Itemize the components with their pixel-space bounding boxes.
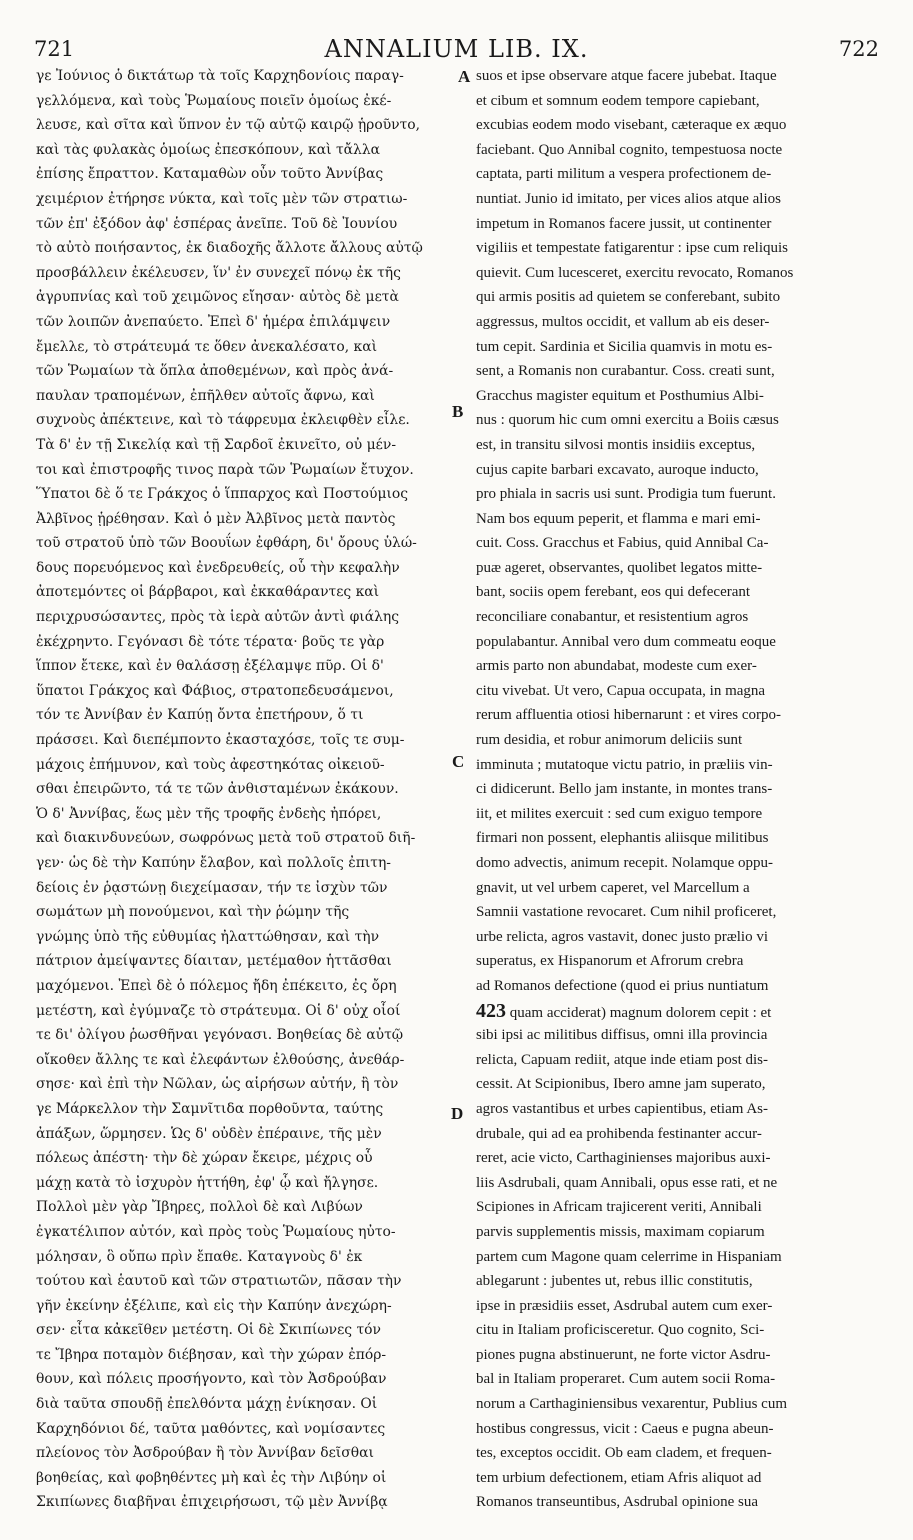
latin-line bbox=[476, 212, 880, 237]
greek-line bbox=[36, 580, 462, 605]
greek-line bbox=[36, 1220, 462, 1245]
latin-line-text: iit, et milites exercuit : sed cum exiguo tempore bbox=[476, 805, 763, 822]
greek-line bbox=[36, 974, 462, 999]
greek-line-text: Πολλοὶ μὲν γὰρ Ἴβηρες, πολλοὶ δὲ καὶ Λιβύων bbox=[36, 1199, 363, 1216]
latin-line-text: imminuta ; mutatoque victu patrio, in præliis vin- bbox=[476, 756, 773, 773]
greek-line bbox=[36, 507, 462, 532]
latin-line bbox=[476, 359, 880, 384]
greek-line-text: πάτριον ἀμείψαντες δίαιταν, μετέμαθον ἡττᾶσθαι bbox=[36, 953, 392, 970]
greek-line-text: συχνοὺς ἀπέκτεινε, καὶ τὸ τάφρευμα ἐκλειφθὲν εἷλε. bbox=[36, 412, 410, 429]
greek-line-text: ἀγρυπνίας καὶ τοῦ χειμῶνος εἴησαν· αὐτὸς δὲ μετὰ bbox=[36, 289, 399, 306]
latin-line-text: reret, acie victo, Carthaginienses majoribus auxi- bbox=[476, 1150, 771, 1167]
greek-line-text: Σκιπίωνες διαβῆναι ἐπιχειρήσωσι, τῷ μὲν Ἀννίβᾳ bbox=[36, 1494, 388, 1511]
latin-line bbox=[476, 703, 880, 728]
greek-line-text: ἵππον ἔτεκε, καὶ ἐν θαλάσσῃ ἐξέλαμψε πῦρ. Οἱ δ' bbox=[36, 658, 384, 675]
greek-line-text: τῶν ἐπ' ἐξόδον ἀφ' ἑσπέρας ἀνεῖπε. Τοῦ δὲ Ἰουνίου bbox=[36, 215, 398, 232]
latin-line-text: agros vastantibus et urbes capientibus, etiam As- bbox=[476, 1100, 769, 1117]
latin-line bbox=[476, 1343, 880, 1368]
latin-line-text: cuit. Coss. Gracchus et Fabius, quid Annibal Ca- bbox=[476, 535, 769, 552]
greek-line bbox=[36, 1023, 462, 1048]
latin-line bbox=[476, 1441, 880, 1466]
greek-line bbox=[36, 1367, 462, 1392]
latin-line bbox=[476, 654, 880, 679]
latin-line-text: norum a Carthaginiensibus vexarentur, Publius cum bbox=[476, 1396, 788, 1413]
latin-line-text: superatus, ex Hispanorum et Afrorum crebra bbox=[476, 953, 744, 970]
latin-line-text: excubias eodem modo visebant, cæteraque ex æquo bbox=[476, 117, 787, 134]
latin-line-text: pro phiala in sacris usi sunt. Prodigia tum fuerunt. bbox=[476, 486, 776, 503]
latin-line bbox=[476, 802, 880, 827]
latin-line-text: bant, sociis opem ferebant, eos qui defecerant bbox=[476, 584, 751, 601]
latin-line bbox=[476, 1490, 880, 1515]
greek-line bbox=[36, 113, 462, 138]
greek-line bbox=[36, 777, 462, 802]
greek-line-text: τε Ἴβηρα ποταμὸν διέβησαν, καὶ τὴν χώραν ἐπόρ- bbox=[36, 1346, 387, 1363]
latin-line-text: firmari non possent, elephantis aliisque militibus bbox=[476, 830, 769, 847]
latin-line-text: faciebant. Quo Annibal cognito, tempestuosa nocte bbox=[476, 141, 783, 158]
latin-line bbox=[476, 384, 880, 409]
greek-line bbox=[36, 654, 462, 679]
latin-line bbox=[476, 605, 880, 630]
latin-line bbox=[476, 310, 880, 335]
latin-line bbox=[476, 236, 880, 261]
latin-line-text: puæ ageret, observantes, quolibet legatos mitte- bbox=[476, 559, 763, 576]
latin-line bbox=[476, 1072, 880, 1097]
greek-line-text: τοῦ στρατοῦ ὑπὸ τῶν Βοουΐων ἐφθάρη, δι' ὄρους ὑλώ- bbox=[36, 535, 417, 552]
greek-line bbox=[36, 187, 462, 212]
latin-line-text: populabantur. Annibal vero dum commeatu eoque bbox=[476, 633, 776, 650]
latin-line-text: sibi ipsi ac militibus diffisus, omni illa provincia bbox=[476, 1027, 768, 1044]
greek-line bbox=[36, 433, 462, 458]
greek-line-text: Ἀλβῖνος ᾑρέθησαν. Καὶ ὁ μὲν Ἀλβῖνος μετὰ παντὸς bbox=[36, 510, 396, 527]
latin-line-text: Gracchus magister equitum et Posthumius Albi- bbox=[476, 387, 764, 404]
latin-line-text: rum desidia, et robur animorum deliciis sunt bbox=[476, 732, 743, 749]
greek-line-text: δους πορευόμενος καὶ ἐνεδρευθείς, οὗ τὴν κεφαλὴν bbox=[36, 559, 400, 576]
greek-line bbox=[36, 531, 462, 556]
greek-line bbox=[36, 900, 462, 925]
greek-line-text: ἐπίσης ἔπραττον. Καταμαθὼν οὖν τοῦτο Ἀννίβας bbox=[36, 166, 384, 183]
latin-line bbox=[476, 187, 880, 212]
latin-line-text: domo advectis, animum recepit. Nolamque oppu- bbox=[476, 855, 774, 871]
latin-line bbox=[476, 679, 880, 704]
latin-line bbox=[476, 1417, 880, 1442]
section-marker-b: B bbox=[452, 402, 464, 421]
greek-line bbox=[36, 1245, 462, 1270]
latin-line-text: bal in Italiam properaret. Cum autem socii Roma- bbox=[476, 1371, 776, 1388]
page-number-left: 721 bbox=[34, 37, 75, 61]
latin-line-text: Samnii vastatione revocaret. Cum nihil proficeret, bbox=[476, 904, 777, 921]
greek-line bbox=[36, 1097, 462, 1122]
latin-line-text: ad Romanos defectione (quod ei prius nuntiatum bbox=[476, 977, 769, 994]
latin-line bbox=[476, 556, 880, 581]
latin-line-text: cujus capite barbari excavato, auroque inducto, bbox=[476, 461, 759, 478]
running-header bbox=[34, 34, 879, 64]
latin-line bbox=[476, 1318, 880, 1343]
latin-line bbox=[476, 630, 880, 655]
latin-line-text: nuntiat. Junio id imitato, per vices alios atque alios bbox=[476, 190, 781, 207]
greek-line-text: βοηθείας, καὶ φοβηθέντες μὴ καὶ ἐς τὴν Λιβύην οἱ bbox=[36, 1469, 387, 1486]
latin-line-text: liis Asdrubali, quam Annibali, opus esse rati, et ne bbox=[476, 1174, 778, 1191]
greek-line-text: γῆν ἐκείνην ἐξέλιπε, καὶ εἰς τὴν Καπύην ἀνεχώρη- bbox=[36, 1297, 392, 1314]
greek-line-text: δείοις ἐν ῥᾳστώνῃ διεχείμασαν, τήν τε ἰσχὺν τῶν bbox=[36, 879, 388, 896]
latin-line-text: hostibus congressus, vicit : Caeus e pugna abeun- bbox=[476, 1420, 774, 1437]
greek-line-text: χειμέριον ἐτήρησε νύκτα, καὶ τοῖς μὲν τῶν στρατιω- bbox=[36, 190, 408, 207]
latin-line-text: tum cepit. Sardinia et Sicilia quamvis in motu es- bbox=[476, 338, 773, 355]
greek-line-text: Ὁ δ' Ἀννίβας, ἕως μὲν τῆς τροφῆς ἐνδεὴς ἠπόρει, bbox=[36, 805, 382, 822]
latin-line-text: impetum in Romanos facere jussit, ut continenter bbox=[476, 215, 772, 232]
greek-line-text: ἐγκατέλιπον αὐτόν, καὶ πρὸς τοὺς Ῥωμαίους ηὐτο- bbox=[36, 1223, 396, 1240]
greek-line-text: μόλησαν, ὃ οὔπω πρὶν ἔπαθε. Καταγνοὺς δ' ἐκ bbox=[36, 1248, 363, 1265]
latin-line-text: reconciliare conabantur, et resistentium agros bbox=[476, 609, 749, 626]
greek-line-text: διὰ ταῦτα σπουδῇ ἐπελθόντα μάχῃ ἐνίκησαν. Οἱ bbox=[36, 1396, 378, 1413]
latin-line bbox=[476, 138, 880, 163]
greek-line bbox=[36, 1417, 462, 1442]
latin-line-text: Nam bos equum peperit, et flamma e mari emi- bbox=[476, 510, 761, 527]
greek-line bbox=[36, 1048, 462, 1073]
latin-line bbox=[476, 777, 880, 802]
latin-line-text: nus : quorum hic cum omni exercitu a Boiis cæsus bbox=[476, 412, 779, 429]
greek-line bbox=[36, 285, 462, 310]
greek-line-text: προσβάλλειν ἐκέλευσεν, ἵν' ἐν συνεχεῖ πόνῳ ἐκ τῆς bbox=[36, 264, 401, 281]
greek-line-text: θουν, καὶ πόλεις προσήγοντο, καὶ τὸν Ἀσδρούβαν bbox=[36, 1371, 387, 1388]
greek-line-text: σεν· εἶτα κἀκεῖθεν μετέστη. Οἱ δὲ Σκιπίωνες τόν bbox=[36, 1322, 381, 1339]
greek-line-text: παυλαν τραπομένων, ἐπῆλθεν αὐτοῖς ἄφνω, καὶ bbox=[36, 387, 375, 404]
greek-line-text: τοι καὶ ἐπιστροφῆς τινος παρὰ τῶν Ῥωμαίων ἔτυχον. bbox=[36, 461, 414, 478]
latin-line-text: armis parto non abundabat, modeste cum exer- bbox=[476, 658, 757, 675]
section-marker-c: C bbox=[452, 752, 465, 771]
running-title: ANNALIUM LIB. IX. bbox=[324, 35, 589, 63]
latin-line bbox=[476, 1195, 880, 1220]
latin-line bbox=[476, 728, 880, 753]
latin-line-text: ipse in præsidiis esset, Asdrubal autem cum exer- bbox=[476, 1297, 773, 1314]
greek-line bbox=[36, 89, 462, 114]
greek-line-text: πράσσει. Καὶ διεπέμποντο ἑκασταχόσε, τοῖς τε συμ- bbox=[36, 732, 405, 749]
latin-line-text: et cibum et somnum eodem tempore capiebant, bbox=[476, 92, 760, 109]
page-number-right: 722 bbox=[838, 37, 879, 61]
greek-line bbox=[36, 1441, 462, 1466]
greek-line bbox=[36, 802, 462, 827]
latin-line bbox=[476, 162, 880, 187]
greek-line-text: ἔμελλε, τὸ στράτευμά τε ὅθεν ἀνεκαλέσατο, καὶ bbox=[36, 338, 378, 355]
greek-line-text: οἴκοθεν ἄλλης τε καὶ ἐλεφάντων ἐλθούσης, ἀνεθάρ- bbox=[36, 1051, 405, 1068]
greek-line-text: ἀποτεμόντες οἱ βάρβαροι, καὶ ἐκκαθάραντες καὶ bbox=[36, 584, 380, 601]
greek-line bbox=[36, 458, 462, 483]
greek-line bbox=[36, 1195, 462, 1220]
latin-line-text: qui armis positis ad quietem se conferebant, subito bbox=[476, 289, 781, 306]
latin-line-text: relicta, Capuam rediit, atque inde etiam post dis- bbox=[476, 1051, 768, 1068]
latin-line bbox=[476, 1392, 880, 1417]
latin-line-text: ablegarunt : jubentes ut, rebus illic constitutis, bbox=[476, 1273, 753, 1290]
greek-line-text: γε Ἰούνιος ὁ δικτάτωρ τὰ τοῖς Καρχηδονίοις παραγ- bbox=[36, 68, 404, 84]
greek-line bbox=[36, 679, 462, 704]
greek-line bbox=[36, 408, 462, 433]
latin-line bbox=[476, 1097, 880, 1122]
latin-line-text: ci didicerunt. Bello jam instante, in montes trans- bbox=[476, 781, 773, 798]
greek-line-text: τὸ αὐτὸ ποιήσαντος, ἐκ διαδοχῆς ἄλλοτε ἄλλους αὐτῷ bbox=[36, 240, 423, 257]
greek-line bbox=[36, 482, 462, 507]
latin-line-text: Scipiones in Africam trajicerent veriti, Annibali bbox=[476, 1199, 762, 1216]
latin-line-text: drubale, qui ad ea prohibenda festinanter accur- bbox=[476, 1125, 762, 1142]
greek-line-text: γε Μάρκελλον τὴν Σαμνῖτιδα πορθοῦντα, ταύτης bbox=[36, 1100, 384, 1117]
latin-line bbox=[476, 482, 880, 507]
greek-line bbox=[36, 826, 462, 851]
latin-line-text: Romanos transeuntibus, Asdrubal opinione sua bbox=[476, 1494, 759, 1511]
greek-line-text: γελλόμενα, καὶ τοὺς Ῥωμαίους ποιεῖν ὁμοίως ἐκέ- bbox=[36, 92, 392, 109]
latin-line-text: tes, exceptos occidit. Ob eam cladem, et frequen- bbox=[476, 1445, 772, 1462]
latin-line-text: rerum affluentia otiosi hibernarunt : et vires corpo- bbox=[476, 707, 782, 724]
greek-line bbox=[36, 1269, 462, 1294]
greek-line bbox=[36, 605, 462, 630]
latin-line bbox=[476, 1294, 880, 1319]
greek-line-text: μάχῃ κατὰ τὸ ἰσχυρὸν ἡττήθη, ἐφ' ᾧ καὶ ἤλγησε. bbox=[36, 1174, 379, 1191]
greek-line-text: Τὰ δ' ἐν τῇ Σικελίᾳ καὶ τῇ Σαρδοῖ ἐκινεῖτο, οὐ μέν- bbox=[36, 436, 397, 453]
greek-line-text: μαχόμενοι. Ἐπεὶ δὲ ὁ πόλεμος ἤδη ἐπέκειτο, ἐς ὄρη bbox=[36, 977, 397, 994]
latin-text-column bbox=[476, 64, 880, 1515]
greek-line bbox=[36, 1171, 462, 1196]
latin-line bbox=[476, 433, 880, 458]
greek-text-column bbox=[36, 64, 465, 1515]
greek-line bbox=[36, 335, 462, 360]
latin-line bbox=[476, 925, 880, 950]
latin-line bbox=[476, 876, 880, 901]
latin-line bbox=[476, 1122, 880, 1147]
greek-line bbox=[36, 261, 462, 286]
greek-line bbox=[36, 630, 462, 655]
greek-line bbox=[36, 752, 465, 778]
greek-line-text: πλείονος τὸν Ἀσδρούβαν ἢ τὸν Ἀννίβαν δεῖσθαι bbox=[36, 1445, 374, 1462]
greek-line-text: λευσε, καὶ σῖτα καὶ ὕπνον ἐν τῷ αὐτῷ καιρῷ ᾑροῦντο, bbox=[36, 117, 421, 134]
greek-line bbox=[36, 162, 462, 187]
greek-line bbox=[36, 925, 462, 950]
latin-line bbox=[476, 89, 880, 114]
greek-line bbox=[36, 728, 462, 753]
latin-line bbox=[476, 507, 880, 532]
latin-line-text: citu in Italiam proficisceretur. Quo cognito, Sci- bbox=[476, 1322, 765, 1339]
greek-line-text: μάχοις ἐπήμυνον, καὶ τοὺς ἀφεστηκότας οἰκειοῦ- bbox=[36, 756, 385, 773]
section-marker-d: D bbox=[451, 1104, 464, 1123]
latin-line bbox=[476, 826, 880, 851]
greek-line-text: σωμάτων μὴ πονούμενοι, καὶ τὴν ῥώμην τῆς bbox=[36, 904, 350, 921]
greek-line-text: σθαι ἐπειρῶντο, τά τε τῶν ἀνθισταμένων ἐκάκουν. bbox=[36, 781, 399, 798]
greek-line-text: τε δι' ὀλίγου ῥωσθῆναι γεγόνασι. Βοηθείας δὲ αὐτῷ bbox=[36, 1027, 404, 1044]
latin-line-text: est, in transitu silvosi montis insidiis exceptus, bbox=[476, 436, 756, 453]
greek-line bbox=[36, 999, 462, 1024]
greek-line bbox=[36, 556, 462, 581]
latin-line-text: suos et ipse observare atque facere jubebat. Itaque bbox=[476, 68, 777, 84]
latin-line-text: sent, a Romanis non curabantur. Coss. creati sunt, bbox=[476, 363, 775, 380]
margin-number: 423 bbox=[476, 999, 506, 1022]
latin-line bbox=[476, 900, 880, 925]
greek-line-text: γεν· ὡς δὲ τὴν Καπύην ἔλαβον, καὶ πολλοῖς ἐπιτη- bbox=[36, 855, 391, 871]
greek-line bbox=[36, 236, 462, 261]
latin-line bbox=[476, 1245, 880, 1270]
greek-line bbox=[36, 851, 462, 876]
latin-line-text: piones pugna abstinuerunt, ne forte victor Asdru- bbox=[476, 1346, 771, 1363]
latin-line-text: tem urbium defectionem, etiam Afris aliquot ad bbox=[476, 1469, 762, 1486]
section-marker-a: A bbox=[458, 67, 471, 86]
latin-line bbox=[476, 1146, 880, 1171]
greek-line-text: καὶ διακινδυνεύων, σωφρόνως μετὰ τοῦ στρατοῦ διῆ- bbox=[36, 830, 416, 847]
greek-line bbox=[36, 1392, 462, 1417]
greek-line bbox=[36, 1343, 462, 1368]
latin-line-text: aggressus, multos occidit, et vallum ab eis deser- bbox=[476, 313, 770, 330]
latin-line bbox=[476, 1269, 880, 1294]
greek-line bbox=[36, 1294, 462, 1319]
latin-line-text: quam acciderat) magnum dolorem cepit : et bbox=[509, 1004, 772, 1021]
greek-line-text: πόλεως ἀπέστη· τὴν δὲ χώραν ἔκειρε, μέχρις οὗ bbox=[36, 1150, 373, 1167]
latin-line bbox=[476, 261, 880, 286]
greek-line-text: ἐκέχρηντο. Γεγόνασι δὲ τότε τέρατα· βοῦς τε γὰρ bbox=[36, 633, 385, 650]
greek-line-text: μετέστη, καὶ ἐγύμναζε τὸ στράτευμα. Οἱ δ' οὐχ οἷοί bbox=[36, 1002, 401, 1019]
latin-line-text: cessit. At Scipionibus, Ibero amne jam superato, bbox=[476, 1076, 766, 1093]
latin-line-text: gnavit, ut vel urbem caperet, vel Marcellum a bbox=[476, 879, 750, 896]
latin-line bbox=[476, 1220, 880, 1245]
greek-line bbox=[36, 876, 462, 901]
greek-line-text: περιχρυσώσαντες, πρὸς τὰ ἱερὰ αὐτῶν ἀντὶ φιάλης bbox=[36, 609, 400, 626]
latin-line-text: citu vivebat. Ut vero, Capua occupata, in magna bbox=[476, 682, 766, 699]
latin-line-text: quievit. Cum lucesceret, exercitu revocato, Romanos bbox=[476, 264, 794, 281]
latin-line bbox=[476, 113, 880, 138]
greek-line-text: τούτου καὶ ἑαυτοῦ καὶ τῶν στρατιωτῶν, πᾶσαν τὴν bbox=[36, 1273, 402, 1290]
latin-line bbox=[476, 999, 880, 1024]
greek-line bbox=[36, 1072, 462, 1097]
greek-line-text: γνώμης ὑπὸ τῆς εὐθυμίας ἠλαττώθησαν, καὶ τὴν bbox=[36, 928, 380, 945]
latin-line bbox=[476, 580, 880, 605]
greek-line bbox=[36, 1466, 462, 1491]
greek-line-text: καὶ τὰς φυλακὰς ὁμοίως ἐπεσκόπουν, καὶ τἄλλα bbox=[36, 141, 381, 158]
latin-line-text: partem cum Magone quam celerrime in Hispaniam bbox=[476, 1248, 782, 1265]
greek-line bbox=[36, 138, 462, 163]
greek-line bbox=[36, 384, 462, 409]
latin-line-text: captata, parti militum a vespera profectionem de- bbox=[476, 166, 772, 183]
latin-line bbox=[476, 949, 880, 974]
latin-line bbox=[476, 64, 880, 89]
greek-line bbox=[36, 212, 462, 237]
latin-line bbox=[476, 1023, 880, 1048]
latin-line bbox=[476, 753, 880, 778]
greek-line-text: ὕπατοι Γράκχος καὶ Φάβιος, στρατοπεδευσάμενοι, bbox=[36, 682, 394, 699]
greek-line bbox=[36, 310, 462, 335]
greek-line-text: τῶν Ῥωμαίων τὰ ὅπλα ἀποθεμένων, καὶ πρὸς ἀνά- bbox=[36, 363, 394, 380]
latin-line bbox=[476, 458, 880, 483]
greek-line bbox=[36, 1146, 462, 1171]
latin-line bbox=[476, 285, 880, 310]
greek-line-text: Ὕπατοι δὲ ὅ τε Γράκχος ὁ ἵππαρχος καὶ Ποστούμιος bbox=[36, 486, 409, 503]
latin-line bbox=[476, 851, 880, 876]
greek-line bbox=[36, 949, 462, 974]
greek-line-text: τῶν λοιπῶν ἀνεπαύετο. Ἐπεὶ δ' ἡμέρα ἐπιλάμψειν bbox=[36, 313, 391, 330]
latin-line bbox=[476, 1466, 880, 1491]
greek-line bbox=[36, 703, 462, 728]
greek-line-text: Καρχηδόνιοι δέ, ταῦτα μαθόντες, καὶ νομίσαντες bbox=[36, 1420, 386, 1437]
greek-line bbox=[36, 1318, 462, 1343]
greek-line bbox=[36, 1122, 462, 1147]
greek-line-text: τόν τε Ἀννίβαν ἐν Καπύῃ ὄντα ἐπετήρουν, ὅ τι bbox=[36, 707, 364, 724]
greek-line-text: σησε· καὶ ἐπὶ τὴν Νῶλαν, ὡς αἱρήσων αὐτήν, ἢ τὸν bbox=[36, 1076, 399, 1093]
latin-line-text: urbe relicta, agros vastavit, donec justo prælio vi bbox=[476, 928, 769, 945]
latin-line bbox=[476, 531, 880, 556]
latin-line bbox=[476, 1048, 880, 1073]
latin-line bbox=[476, 1171, 880, 1196]
greek-line bbox=[36, 359, 462, 384]
latin-line bbox=[476, 974, 880, 999]
greek-line-text: ἀπάξων, ὥρμησεν. Ὡς δ' οὐδὲν ἐπέραινε, τῆς μὲν bbox=[36, 1125, 382, 1142]
greek-line bbox=[36, 1490, 462, 1515]
latin-line bbox=[476, 408, 880, 433]
latin-line bbox=[476, 335, 880, 360]
latin-line-text: parvis supplementis missis, maximam copiarum bbox=[476, 1223, 765, 1240]
greek-line bbox=[36, 64, 462, 89]
latin-line bbox=[476, 1367, 880, 1392]
latin-line-text: vigiliis et tempestate fatigarentur : ipse cum reliquis bbox=[476, 240, 788, 257]
